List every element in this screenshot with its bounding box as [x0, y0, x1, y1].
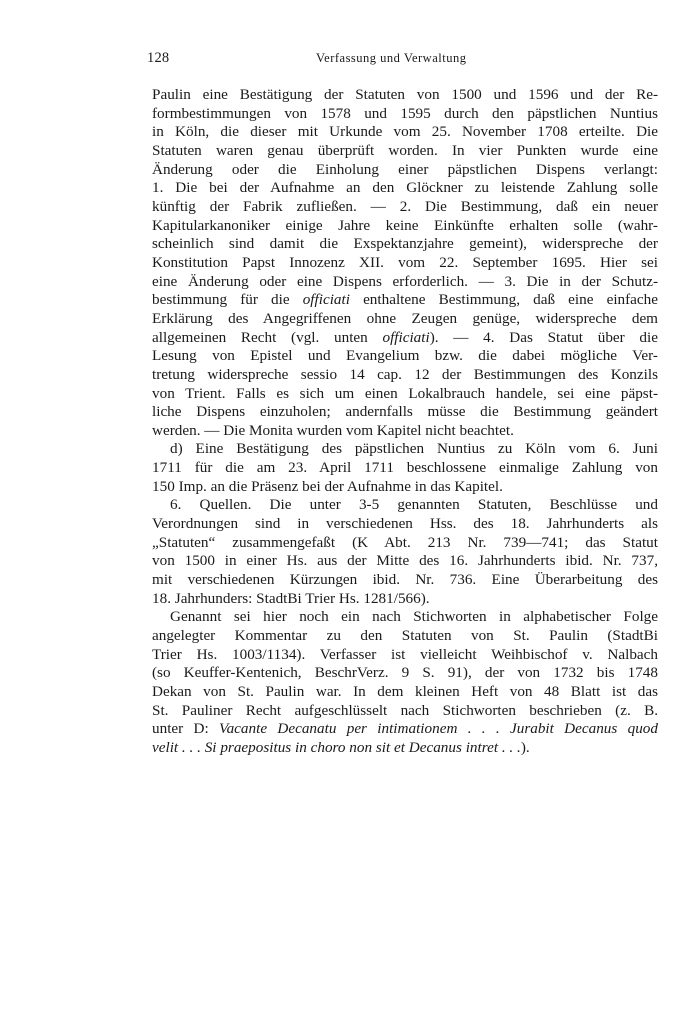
- text-line: Lesung von Epistel und Evangelium bzw. die dabei mögliche Ver-: [152, 347, 658, 365]
- text-line: Statuten waren genau überprüft worden. In vier Punkten wurde eine: [152, 141, 658, 159]
- text-segment: ). — 4. Das Statut über die: [429, 328, 658, 346]
- text-line: [152, 739, 658, 758]
- text-line: eine Änderung oder eine Dispens erforderlich. — 3. Die in der Schutz-: [152, 272, 658, 290]
- italic-term: velit . . . Si praepositus in choro non sit et Decanus intret . . .: [152, 738, 521, 756]
- text-line: werden. — Die Monita wurden vom Kapitel nicht beachtet.: [152, 421, 514, 439]
- text-segment: enthaltene Bestimmung, daß eine einfache: [349, 291, 659, 309]
- text-line: St. Pauliner Recht aufgeschlüsselt nach Stichworten beschrieben (z. B.: [152, 701, 658, 719]
- text-line: Erklärung des Angegriffenen ohne Zeugen genüge, widerspreche dem: [152, 309, 658, 327]
- text-line: tretung widerspreche sessio 14 cap. 12 der Bestimmungen des Konzils: [152, 365, 658, 383]
- text-line: 1. Die bei der Aufnahme an den Glöckner zu leistende Zahlung solle: [152, 179, 658, 197]
- body-text: [152, 86, 658, 758]
- text-segment: ).: [520, 738, 530, 756]
- text-line: (so Keuffer-Kentenich, BeschrVerz. 9 S. 91), der von 1732 bis 1748: [152, 664, 658, 682]
- text-line: Trier Hs. 1003/1134). Verfasser ist vielleicht Weihbischof v. Nalbach: [152, 645, 658, 663]
- text-segment: unter D:: [152, 720, 219, 738]
- text-line: mit verschiedenen Kürzungen ibid. Nr. 736. Eine Überarbeitung des: [152, 571, 658, 589]
- page-number: 128: [147, 50, 170, 66]
- text-segment: bestimmung für die: [152, 291, 303, 309]
- text-line: 1711 für die am 23. April 1711 beschlossene einmalige Zahlung von: [152, 459, 658, 477]
- text-line: von 1500 in einer Hs. aus der Mitte des 16. Jahrhunderts ibid. Nr. 737,: [152, 552, 658, 570]
- text-line: liche Dispens einzuholen; andernfalls müsse die Bestimmung geändert: [152, 403, 658, 421]
- italic-term: Vacante Decanatu per intimationem . . . Jurabit Decanus quod: [219, 720, 658, 738]
- text-line: 18. Jahrhunders: StadtBi Trier Hs. 1281/566).: [152, 589, 430, 607]
- text-line: angelegter Kommentar zu den Statuten von St. Paulin (StadtBi: [152, 627, 658, 645]
- text-line: in Köln, die dieser mit Urkunde vom 25. November 1708 erteilte. Die: [152, 123, 658, 141]
- text-line: scheinlich sind damit die Exspektanzjahre gemeint), widerspreche der: [152, 235, 658, 253]
- text-line: [152, 329, 658, 348]
- text-line: formbestimmungen von 1578 und 1595 durch den päpstlichen Nuntius: [152, 104, 658, 122]
- text-line: Änderung oder die Einholung einer päpstlichen Dispens verlangt:: [152, 160, 658, 178]
- italic-term: officiati: [382, 328, 430, 346]
- text-line: von Trient. Falls es sich um einen Lokalbrauch handele, sei eine päpst-: [152, 384, 658, 402]
- running-head: Verfassung und Verwaltung: [316, 51, 467, 65]
- text-line: Genannt sei hier noch ein nach Stichworten in alphabetischer Folge: [170, 608, 658, 626]
- text-line: künftig der Fabrik zufließen. — 2. Die Bestimmung, daß ein neuer: [152, 197, 658, 215]
- text-line: Dekan von St. Paulin war. In dem kleinen Heft von 48 Blatt ist das: [152, 683, 658, 700]
- text-line: 150 Imp. an die Präsenz bei der Aufnahme in das Kapitel.: [152, 477, 503, 495]
- text-segment: allgemeinen Recht (vgl. unten: [152, 328, 383, 346]
- text-line: [152, 720, 658, 739]
- text-line: Verordnungen sind in verschiedenen Hss. des 18. Jahrhunderts als: [152, 515, 658, 533]
- text-line: „Statuten“ zusammengefaßt (K Abt. 213 Nr. 739—741; das Statut: [152, 533, 658, 551]
- text-line: Kapitularkanoniker einige Jahre keine Einkünfte erhalten solle (wahr-: [152, 216, 658, 234]
- text-line: Paulin eine Bestätigung der Statuten von 1500 und 1596 und der Re-: [152, 86, 658, 103]
- text-line: [152, 291, 658, 310]
- text-line: Konstitution Papst Innozenz XII. vom 22. September 1695. Hier sei: [152, 253, 658, 271]
- text-line: 6. Quellen. Die unter 3-5 genannten Statuten, Beschlüsse und: [170, 496, 658, 514]
- text-line: d) Eine Bestätigung des päpstlichen Nuntius zu Köln vom 6. Juni: [170, 440, 658, 458]
- italic-term: officiati: [302, 291, 350, 309]
